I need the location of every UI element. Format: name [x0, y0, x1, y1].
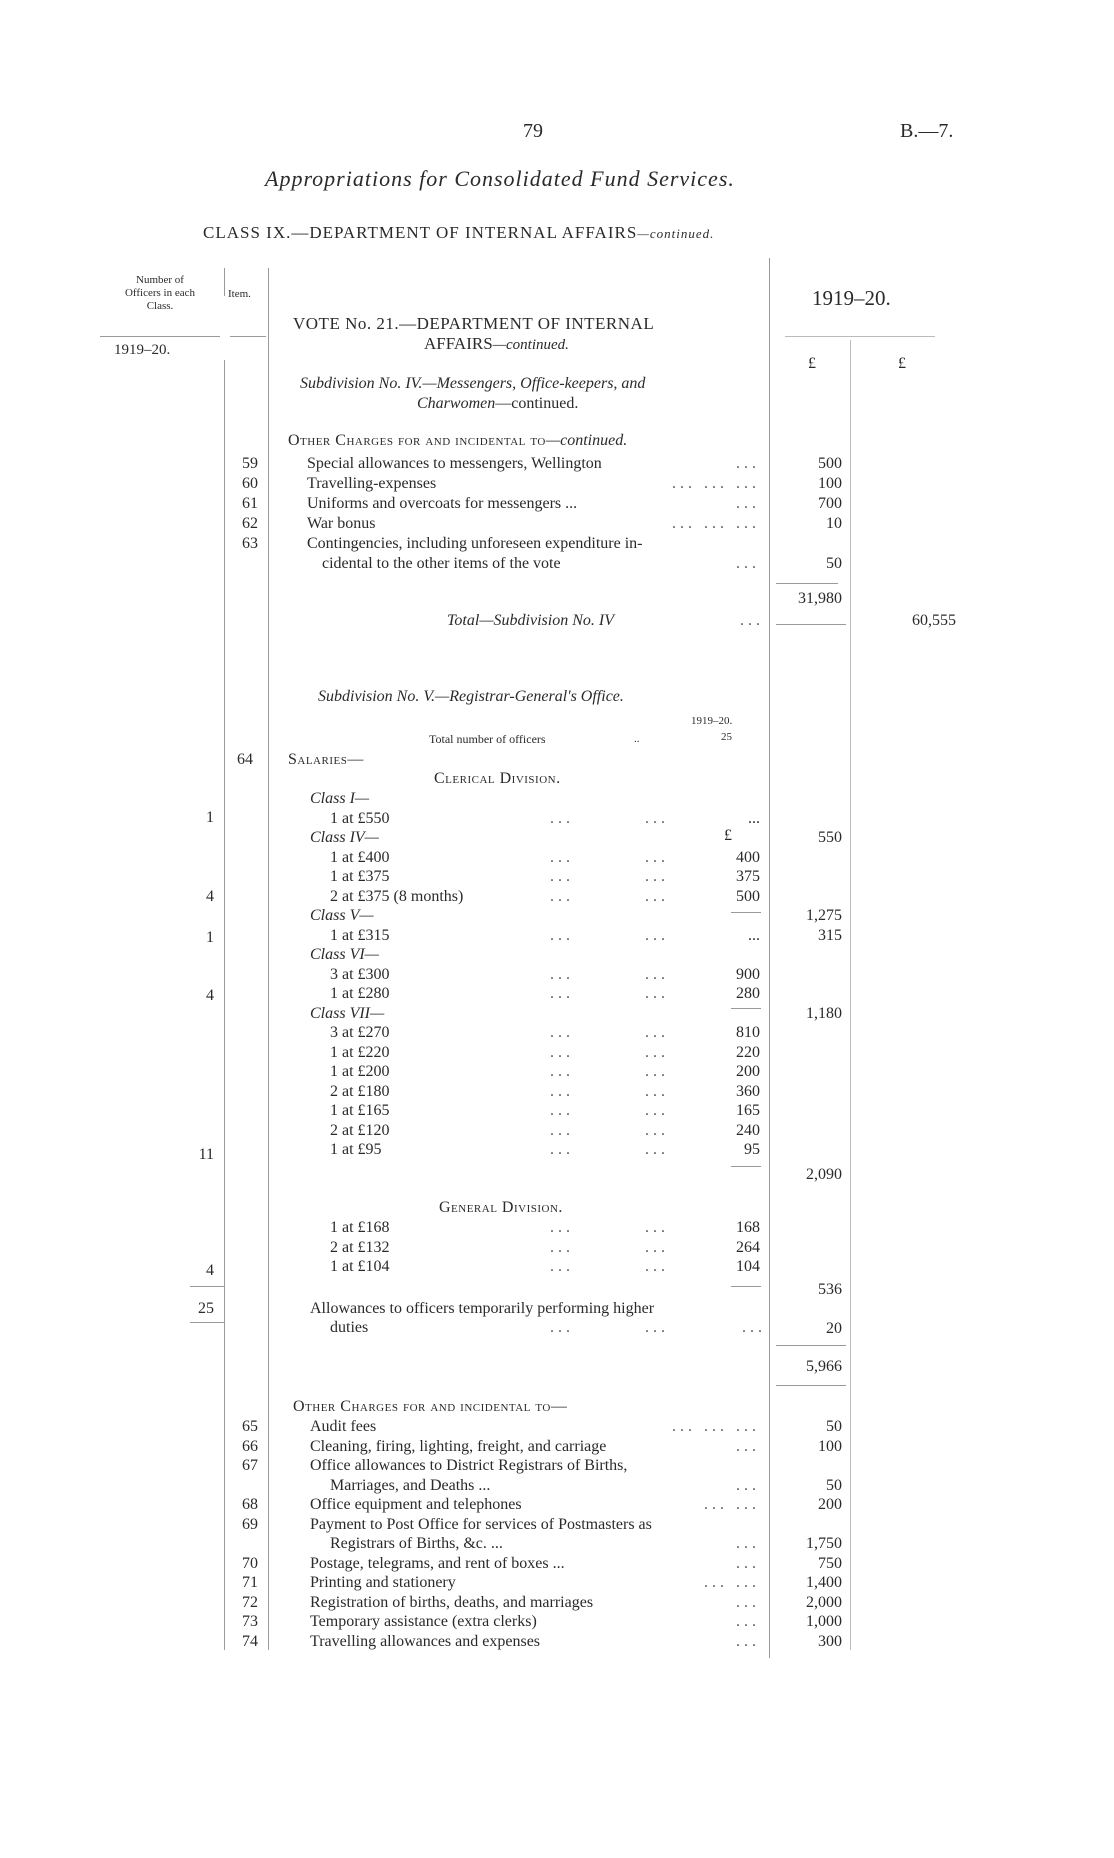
item-amount: 10 [826, 515, 842, 532]
salary-line: 1 at £95 [330, 1141, 382, 1158]
class-label: Class I— [310, 790, 370, 807]
leader-dots: ... [550, 1141, 574, 1158]
salary-amount: 95 [744, 1141, 760, 1158]
officers-heading-line: Number of [136, 274, 184, 286]
item-amount: 1,750 [806, 1535, 842, 1552]
pound-heading-1: £ [808, 355, 816, 372]
class-label: Class V— [310, 907, 374, 924]
salary-amount: 810 [736, 1024, 760, 1041]
item-description: Travelling-expenses [307, 475, 437, 492]
officers-heading-line: Officers in each [124, 287, 196, 299]
item-description: Temporary assistance (extra clerks) [310, 1613, 537, 1630]
leader-dots: ... [645, 1141, 669, 1158]
total-officers-value: 25 [721, 731, 732, 743]
officer-count: 4 [206, 987, 214, 1004]
officer-count: 4 [206, 888, 214, 905]
header-rule [230, 336, 266, 337]
vote-title-text: AFFAIRS [424, 334, 493, 353]
leader-dots: ... ... [704, 1574, 760, 1591]
salary-amount: 900 [736, 965, 760, 983]
item-amount: 1,400 [806, 1574, 842, 1591]
leader-dots: ... [645, 1102, 669, 1119]
leader-dots: ... [645, 1319, 669, 1336]
item-number: 68 [242, 1496, 258, 1513]
leader-dots: ... [736, 555, 760, 572]
item-description: Cleaning, firing, lighting, freight, and carriage [310, 1437, 607, 1455]
item-description: Uniforms and overcoats for messengers ... [307, 495, 578, 512]
salary-amount: 240 [736, 1121, 760, 1139]
year-heading: 1919–20. [812, 286, 891, 310]
subdivision-iv-title-text: Charwomen [417, 395, 496, 412]
column-rule [850, 340, 851, 1650]
subdivision-v-year: 1919–20. [691, 715, 733, 727]
subtotal-rule [776, 624, 846, 625]
item-amount: 100 [818, 475, 842, 492]
allowances-line-2: duties [330, 1319, 369, 1336]
class-amount: 550 [818, 829, 842, 846]
sum-rule [731, 912, 761, 913]
salary-amount: 168 [736, 1219, 760, 1236]
leader-dots: ... [645, 965, 669, 983]
subdivision-iv-title-line2 [417, 395, 578, 413]
item-number: 59 [242, 455, 258, 472]
class-amount: 315 [818, 927, 842, 944]
leader-dots: ... [736, 1476, 760, 1494]
subdivision-iv-total: 60,555 [912, 612, 956, 629]
class-heading [203, 223, 714, 243]
item-description-continued: Marriages, and Deaths ... [330, 1476, 491, 1494]
salary-amount: 220 [736, 1043, 760, 1061]
item-number: 70 [242, 1554, 258, 1572]
leader-dots: ... [645, 1219, 669, 1236]
officer-count: 4 [206, 1262, 214, 1279]
pound-sign: £ [724, 827, 732, 844]
item-number: 62 [242, 515, 258, 532]
item-amount: 200 [818, 1496, 842, 1513]
item-number: 65 [242, 1418, 258, 1435]
salary-amount: 280 [736, 985, 760, 1002]
header-rule [785, 336, 935, 337]
item-number: 73 [242, 1613, 258, 1630]
leader-dots: ... [645, 848, 669, 866]
item-number: 67 [242, 1457, 258, 1474]
item-number: 60 [242, 475, 258, 492]
salary-amount: 165 [736, 1102, 760, 1119]
leader-dots: ... [550, 887, 574, 905]
leader-dots: ... [550, 1082, 574, 1100]
sum-rule [731, 1286, 761, 1287]
salary-line: 3 at £300 [330, 965, 390, 983]
salary-amount: 360 [736, 1082, 760, 1100]
salary-line: 2 at £375 (8 months) [330, 887, 464, 905]
salary-line: 1 at £104 [330, 1258, 390, 1275]
leader-dots: ... [736, 1632, 760, 1650]
item-description: Travelling allowances and expenses [310, 1632, 541, 1650]
subdivision-iv-other-charges [288, 432, 627, 450]
leader-dots: ... [645, 926, 669, 944]
salaries-heading: Salaries— [288, 751, 364, 768]
leader-dots: ... [736, 1535, 760, 1552]
item-number: 61 [242, 495, 258, 512]
item-description: Special allowances to messengers, Wellington [307, 455, 602, 472]
leader-dots: ... [645, 868, 669, 885]
count-rule [190, 1286, 224, 1287]
pound-heading-2: £ [898, 355, 906, 372]
leader-dots: ... ... ... [672, 475, 760, 492]
vote-title-cont: —continued. [492, 337, 569, 353]
page-number: 79 [523, 120, 543, 142]
leader-dots: ... [742, 1319, 766, 1336]
item-description: Postage, telegrams, and rent of boxes ... [310, 1554, 565, 1572]
item-description: Printing and stationery [310, 1574, 456, 1591]
class-label: Class VI— [310, 946, 379, 963]
sum-rule [731, 1008, 761, 1009]
item-amount: 50 [826, 1476, 842, 1494]
salary-line: 1 at £400 [330, 848, 390, 866]
salary-line: 3 at £270 [330, 1024, 390, 1041]
subdivision-iv-title: Subdivision No. IV.—Messengers, Office-keepers, and [300, 375, 646, 392]
item-description: Office allowances to District Registrars of Births, [310, 1457, 628, 1474]
item-description: Contingencies, including unforeseen expenditure in- [307, 535, 643, 552]
officers-total: 25 [198, 1300, 214, 1317]
class-label: Class VII— [310, 1004, 385, 1022]
salary-line: 1 at £550 [330, 809, 390, 827]
leader-dots: ... ... ... [672, 1418, 760, 1435]
item-amount: 300 [818, 1632, 842, 1650]
salary-line: 1 at £280 [330, 985, 390, 1002]
salary-line: 1 at £375 [330, 868, 390, 885]
salary-amount: 400 [736, 848, 760, 866]
item-description-continued: cidental to the other items of the vote [322, 555, 561, 572]
subdivision-iv-total-label: Total—Subdivision No. IV [447, 612, 614, 629]
total-officers-label: Total number of officers [429, 732, 546, 746]
officer-count: 1 [206, 809, 214, 826]
leader-dots: ... [736, 1437, 760, 1455]
class-heading-cont: —continued. [637, 226, 715, 241]
count-rule [190, 1322, 224, 1323]
subdivision-v-subtotal: 5,966 [806, 1358, 842, 1375]
leader-dots: ... [736, 1613, 760, 1630]
leader-dots: ... [645, 1024, 669, 1041]
page-title: Appropriations for Consolidated Fund Services. [265, 166, 735, 191]
leader-dots: ... [550, 1043, 574, 1061]
leader-dots: ... [550, 1219, 574, 1236]
column-rule [224, 268, 225, 296]
leader-dots: ... [645, 1121, 669, 1139]
salary-line: 2 at £132 [330, 1238, 390, 1256]
leader-dots: ... ... ... [672, 515, 760, 532]
leader-dots: ... [550, 985, 574, 1002]
column-rule [268, 268, 269, 1650]
item-description: Office equipment and telephones [310, 1496, 522, 1513]
leader-dots: ... [645, 1238, 669, 1256]
leader-dots: ... [645, 887, 669, 905]
salary-amount: 104 [736, 1258, 760, 1275]
item-amount: 50 [826, 1418, 842, 1435]
item-description: Audit fees [310, 1418, 377, 1435]
salary-amount: ... [748, 809, 760, 827]
item-amount: 750 [818, 1554, 842, 1572]
salary-line: 1 at £220 [330, 1043, 390, 1061]
item-number: 64 [237, 751, 253, 768]
salary-line: 2 at £180 [330, 1082, 390, 1100]
leader-dots: ... [736, 455, 760, 472]
leader-dots: ... [550, 1238, 574, 1256]
class-amount: 20 [826, 1320, 842, 1337]
other-charges-cont: —continued. [545, 432, 628, 449]
salary-amount: 500 [736, 887, 760, 905]
item-amount: 500 [818, 455, 842, 472]
officer-count: 1 [206, 929, 214, 946]
leader-dots: ... [550, 848, 574, 866]
column-rule [224, 360, 225, 1650]
item-amount: 2,000 [806, 1593, 842, 1611]
officers-column-heading [98, 274, 222, 313]
item-description: War bonus [307, 515, 376, 532]
item-description: Registration of births, deaths, and marriages [310, 1593, 594, 1611]
subdivision-v-title: Subdivision No. V.—Registrar-General's Office. [318, 688, 624, 705]
leader-dots: ... ... [704, 1496, 760, 1513]
salary-line: 1 at £168 [330, 1219, 390, 1236]
salary-amount: 264 [736, 1238, 760, 1256]
officers-year: 1919–20. [114, 342, 171, 358]
subdivision-iv-title-cont: —continued. [495, 395, 579, 412]
salary-line: 1 at £200 [330, 1063, 390, 1080]
leader-dots: ... [550, 1121, 574, 1139]
total-officers-dots: .. [634, 733, 640, 745]
class-heading-text: CLASS IX.—DEPARTMENT OF INTERNAL AFFAIRS [203, 223, 638, 242]
item-number: 69 [242, 1515, 258, 1533]
leader-dots: ... [550, 809, 574, 827]
item-number: 74 [242, 1632, 258, 1650]
leader-dots: ... [645, 809, 669, 827]
class-amount: 1,180 [806, 1005, 842, 1022]
item-number: 71 [242, 1574, 258, 1591]
class-amount: 536 [818, 1281, 842, 1298]
officers-heading-line: Class. [146, 300, 174, 312]
leader-dots: ... [736, 1554, 760, 1572]
leader-dots: ... [550, 1258, 574, 1275]
subtotal-rule [776, 1385, 846, 1386]
item-column-heading: Item. [228, 288, 251, 300]
class-amount: 1,275 [806, 907, 842, 924]
item-amount: 50 [826, 555, 842, 572]
salary-line: 1 at £165 [330, 1102, 390, 1119]
item-description: Payment to Post Office for services of Postmasters as [310, 1515, 652, 1533]
item-number: 72 [242, 1593, 258, 1611]
leader-dots: ... [645, 1063, 669, 1080]
item-number: 63 [242, 535, 258, 552]
subtotal-rule [776, 1345, 846, 1346]
leader-dots: ... [645, 1258, 669, 1275]
item-amount: 700 [818, 495, 842, 512]
vote-title-line2 [424, 334, 569, 354]
item-number: 66 [242, 1437, 258, 1455]
allowances-line-1: Allowances to officers temporarily performing higher [310, 1300, 655, 1317]
leader-dots: ... [550, 868, 574, 885]
leader-dots: ... [645, 1082, 669, 1100]
salary-amount: 375 [736, 868, 760, 885]
leader-dots: ... [550, 965, 574, 983]
leader-dots: ... [550, 1063, 574, 1080]
item-description-continued: Registrars of Births, &c. ... [330, 1535, 503, 1552]
leader-dots: ... [736, 495, 760, 512]
vote-title: VOTE No. 21.—DEPARTMENT OF INTERNAL [293, 314, 655, 333]
other-charges-heading: Other Charges for and incidental to [288, 432, 546, 449]
leader-dots: ... [550, 1319, 574, 1336]
salary-amount: ... [748, 926, 760, 944]
leader-dots: ... [550, 1024, 574, 1041]
salary-line: 1 at £315 [330, 926, 390, 944]
clerical-division-heading: Clerical Division. [434, 770, 561, 787]
leader-dots: ... [550, 1102, 574, 1119]
subtotal-rule [776, 583, 838, 584]
leader-dots: ... [645, 1043, 669, 1061]
leader-dots: ... [550, 926, 574, 944]
general-division-heading: General Division. [439, 1199, 563, 1216]
salary-amount: 200 [736, 1063, 760, 1080]
page-reference: B.—7. [900, 120, 954, 142]
subdivision-iv-subtotal: 31,980 [798, 590, 842, 607]
class-label: Class IV— [310, 829, 379, 846]
item-amount: 1,000 [806, 1613, 842, 1630]
subdivision-v-other-charges: Other Charges for and incidental to— [293, 1398, 568, 1415]
class-amount: 2,090 [806, 1166, 842, 1183]
header-rule [100, 336, 220, 337]
salary-line: 2 at £120 [330, 1121, 390, 1139]
item-amount: 100 [818, 1437, 842, 1455]
leader-dots: ... [645, 985, 669, 1002]
leader-dots: ... [736, 1593, 760, 1611]
total-leader-dots: ... [740, 612, 764, 629]
officer-count: 11 [198, 1146, 214, 1163]
sum-rule [731, 1166, 761, 1167]
